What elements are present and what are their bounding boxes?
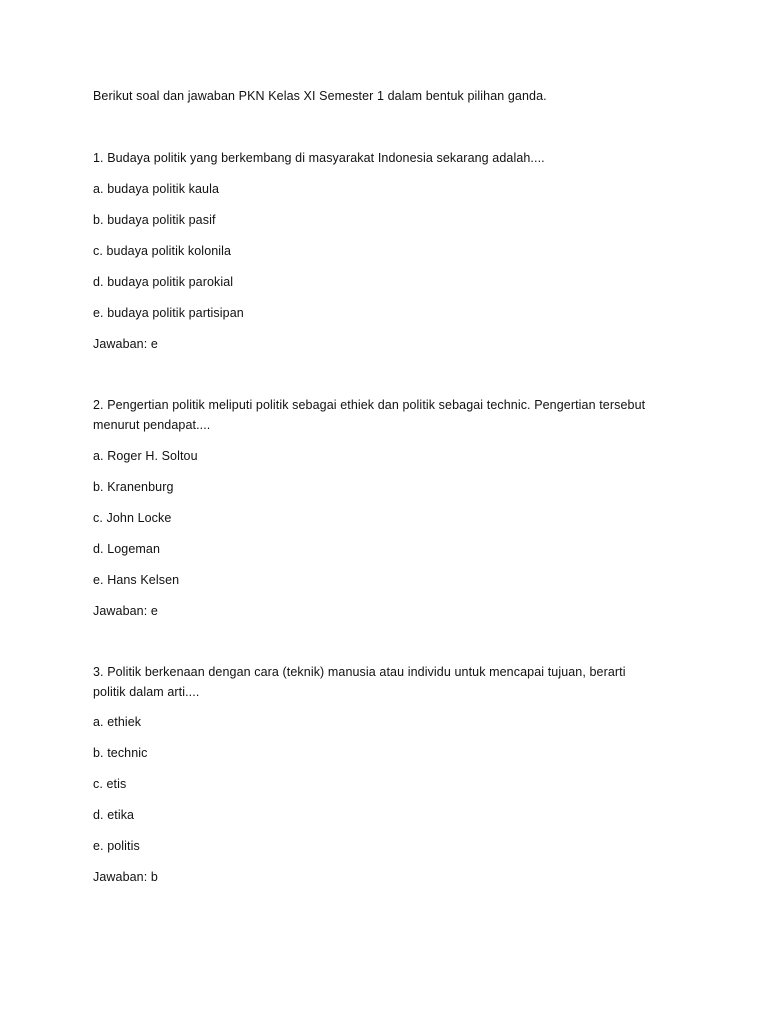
question-2-option-e: e. Hans Kelsen xyxy=(93,573,180,587)
question-3-option-d: d. etika xyxy=(93,808,135,822)
question-2-option-b: b. Kranenburg xyxy=(93,480,174,494)
question-1-text: 1. Budaya politik yang berkembang di masyarakat Indonesia sekarang adalah.... xyxy=(93,151,545,165)
question-1-option-d: d. budaya politik parokial xyxy=(93,275,234,289)
question-2-option-c: c. John Locke xyxy=(93,511,172,525)
question-1-option-a: a. budaya politik kaula xyxy=(93,182,219,196)
question-3-answer: Jawaban: b xyxy=(93,870,158,884)
question-3-option-e: e. politis xyxy=(93,839,140,853)
question-3-text-line-1: 3. Politik berkenaan dengan cara (teknik) manusia atau individu untuk mencapai tujuan, berarti xyxy=(93,665,626,679)
question-2-option-d: d. Logeman xyxy=(93,542,161,556)
question-3-option-b: b. technic xyxy=(93,746,148,760)
question-1-option-c: c. budaya politik kolonila xyxy=(93,244,232,258)
question-1-option-e: e. budaya politik partisipan xyxy=(93,306,244,320)
question-3-text-line-2: politik dalam arti.... xyxy=(93,685,200,699)
question-2-text-line-1: 2. Pengertian politik meliputi politik sebagai ethiek dan politik sebagai technic. Pengertian tersebut xyxy=(93,398,646,412)
question-2-text-line-2: menurut pendapat.... xyxy=(93,418,211,432)
question-1-option-b: b. budaya politik pasif xyxy=(93,213,216,227)
question-3-option-a: a. ethiek xyxy=(93,715,142,729)
question-3-option-c: c. etis xyxy=(93,777,127,791)
question-2-answer: Jawaban: e xyxy=(93,604,158,618)
question-2-option-a: a. Roger H. Soltou xyxy=(93,449,198,463)
question-1-answer: Jawaban: e xyxy=(93,337,158,351)
intro-text: Berikut soal dan jawaban PKN Kelas XI Semester 1 dalam bentuk pilihan ganda. xyxy=(93,89,547,103)
